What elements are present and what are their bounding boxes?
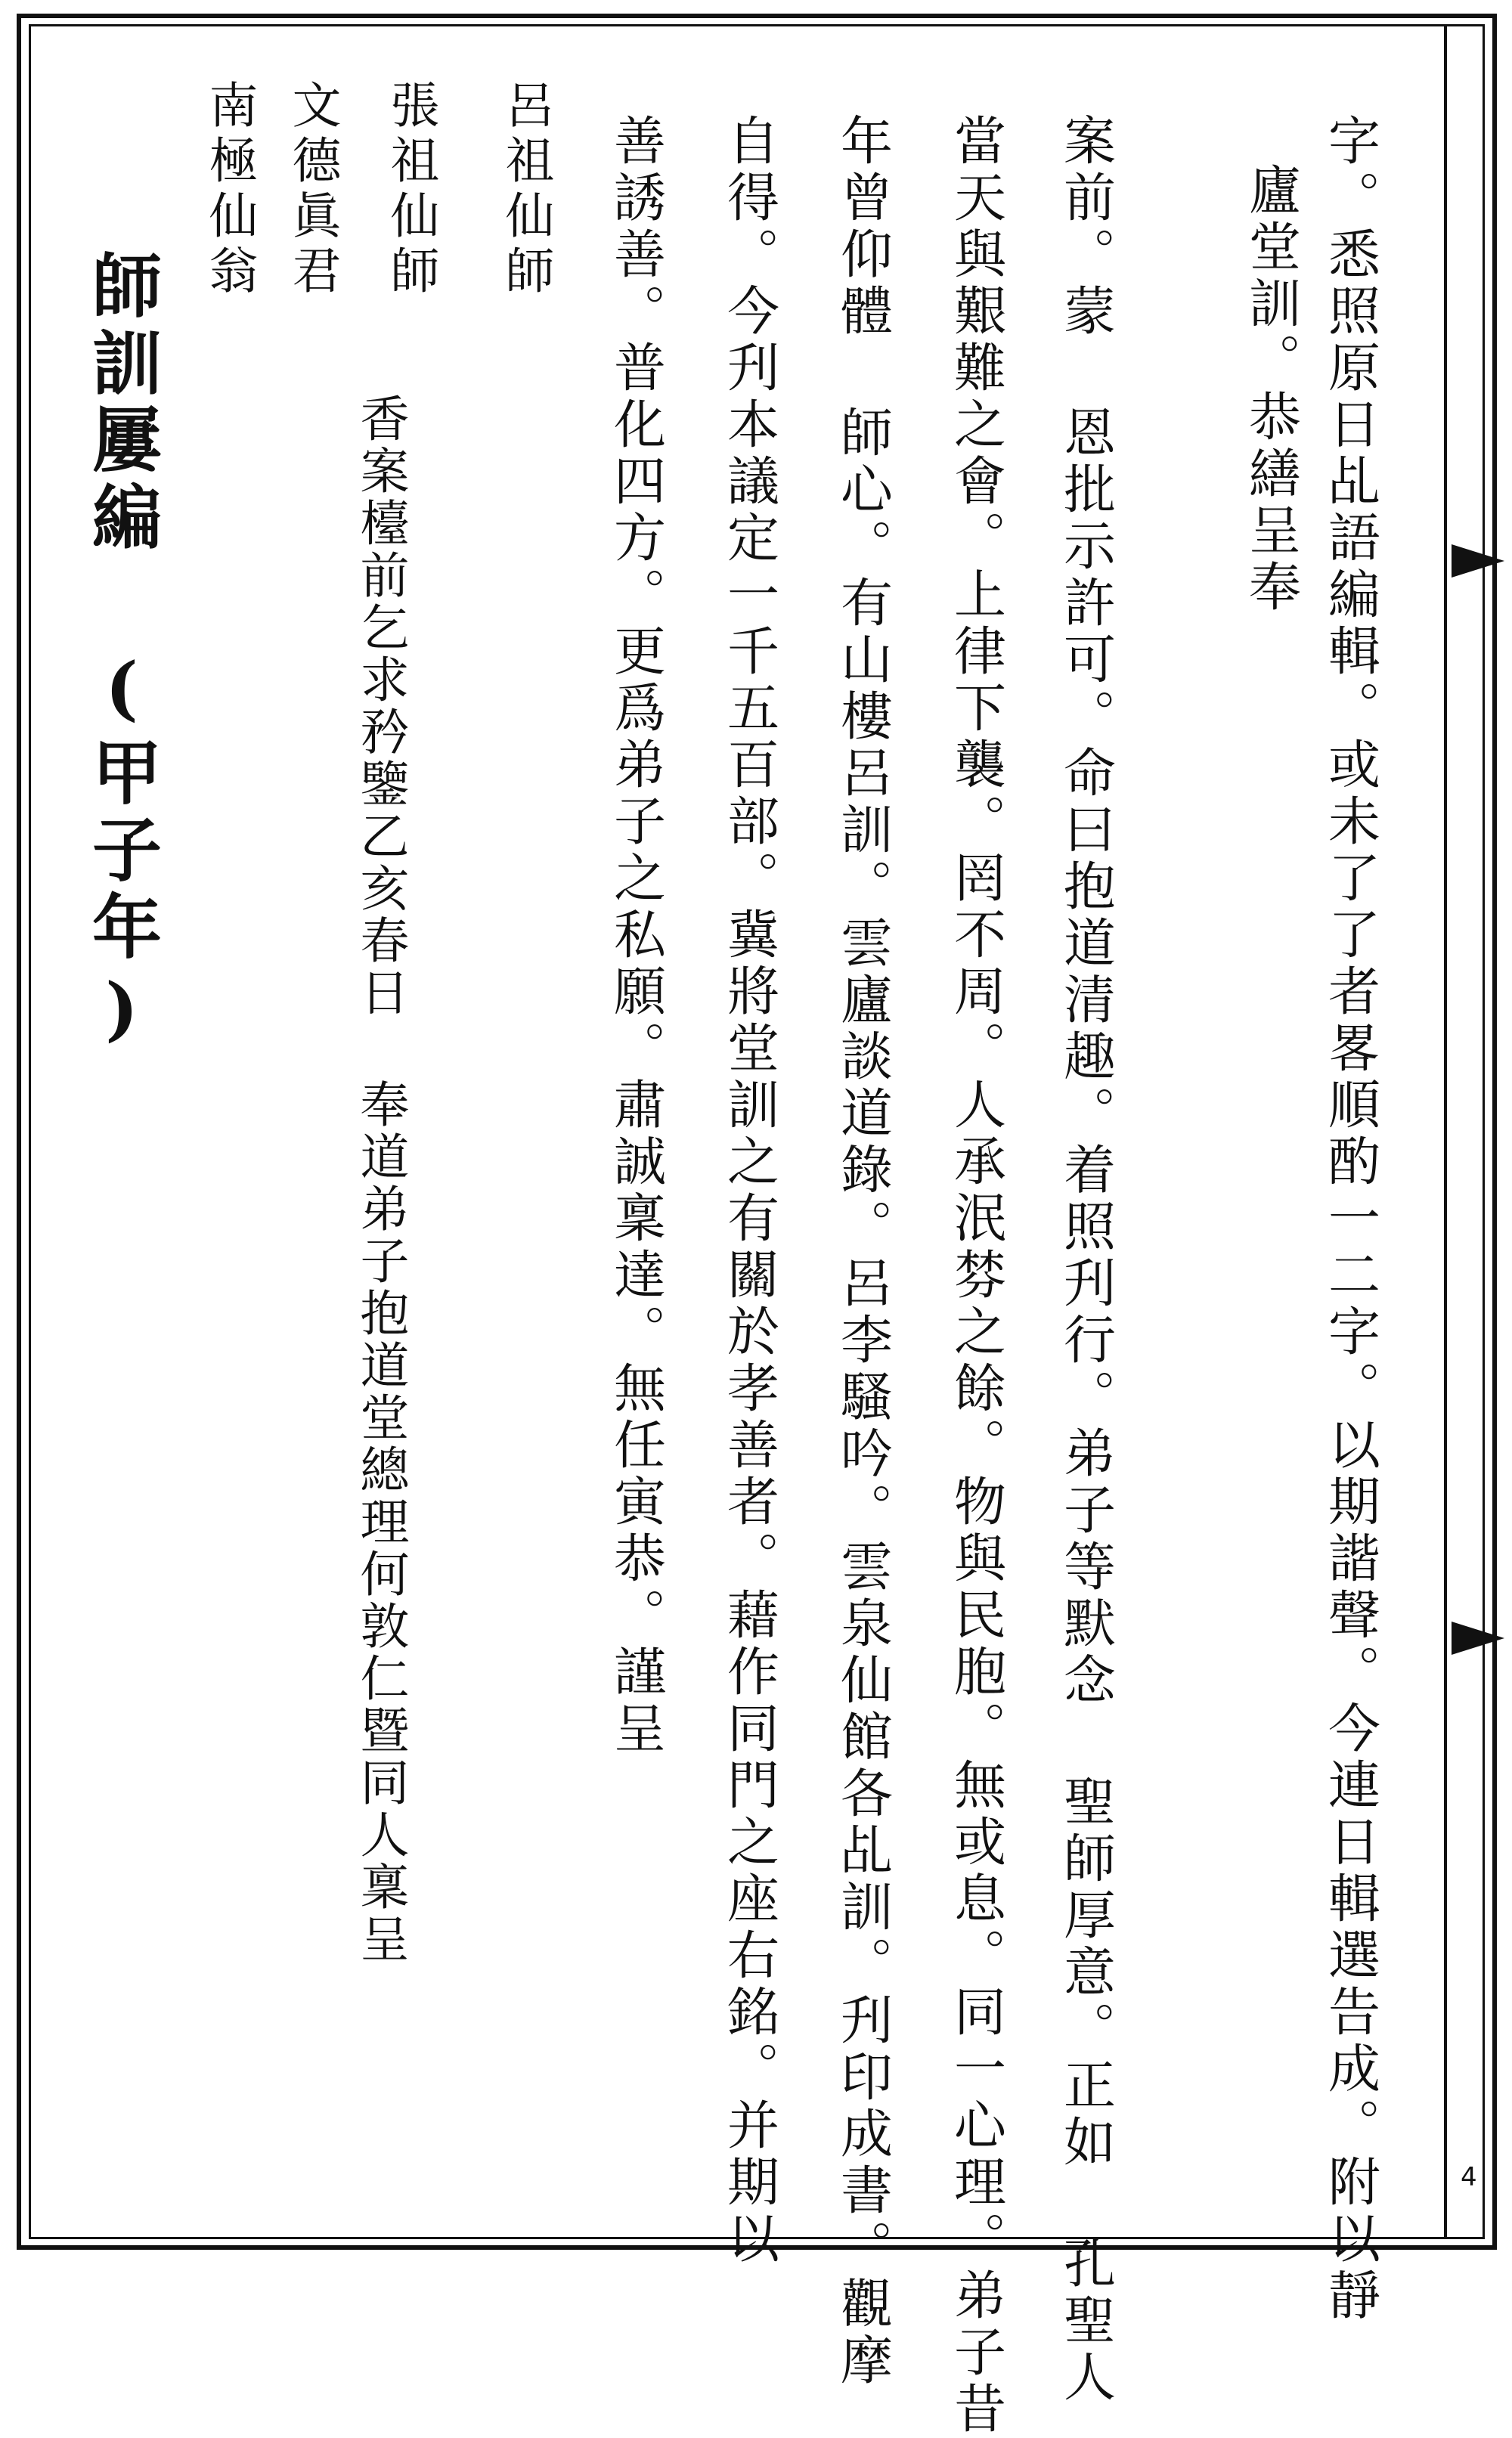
- text-column-3: 案前。蒙 恩批示許可。命曰抱道清趣。着照刋行。弟子等默念 聖師厚意。正如 孔聖人: [1055, 113, 1115, 2406]
- signature-line: 香案檯前乞求矜鑒乙亥春日 奉道弟子抱道堂總理何敦仁暨同人稟呈: [352, 393, 408, 1966]
- margin-marker-icon: [1452, 1622, 1504, 1655]
- text-column-2: 廬堂訓。恭繕呈奉: [1240, 163, 1300, 616]
- deity-name: 呂祖仙師: [497, 79, 553, 300]
- page-number: 4: [1461, 2162, 1477, 2192]
- text-column-1: 字。悉照原日乩語編輯。或未了了者畧順酌一二字。以期諧聲。今連日輯選告成。附以靜: [1319, 113, 1380, 2325]
- deity-name: 文德眞君: [284, 79, 340, 300]
- deity-name: 南極仙翁: [200, 79, 257, 300]
- text-column-4: 當天與艱難之會。上律下襲。罔不周。人承泯棼之餘。物與民胞。無或息。同一心理。弟子昔: [945, 113, 1005, 2438]
- deity-name: 張祖仙師: [382, 79, 438, 300]
- text-column-5: 年曾仰體 師心。有山樓呂訓。雲廬談道錄。呂李騷吟。雲泉仙館各乩訓。刋印成書。觀摩: [832, 113, 892, 2390]
- section-heading: 師訓屢編 (甲子年): [81, 249, 163, 1057]
- text-column-6: 自得。今刋本議定一千五百部。冀將堂訓之有關於孝善者。藉作同門之座右銘。并期以: [718, 113, 779, 2268]
- gutter-divider: [1444, 24, 1447, 2239]
- text-column-7: 善誘善。普化四方。更爲弟子之私願。肅誠稟達。無任寅恭。謹呈: [605, 113, 665, 1758]
- margin-marker-icon: [1452, 544, 1504, 578]
